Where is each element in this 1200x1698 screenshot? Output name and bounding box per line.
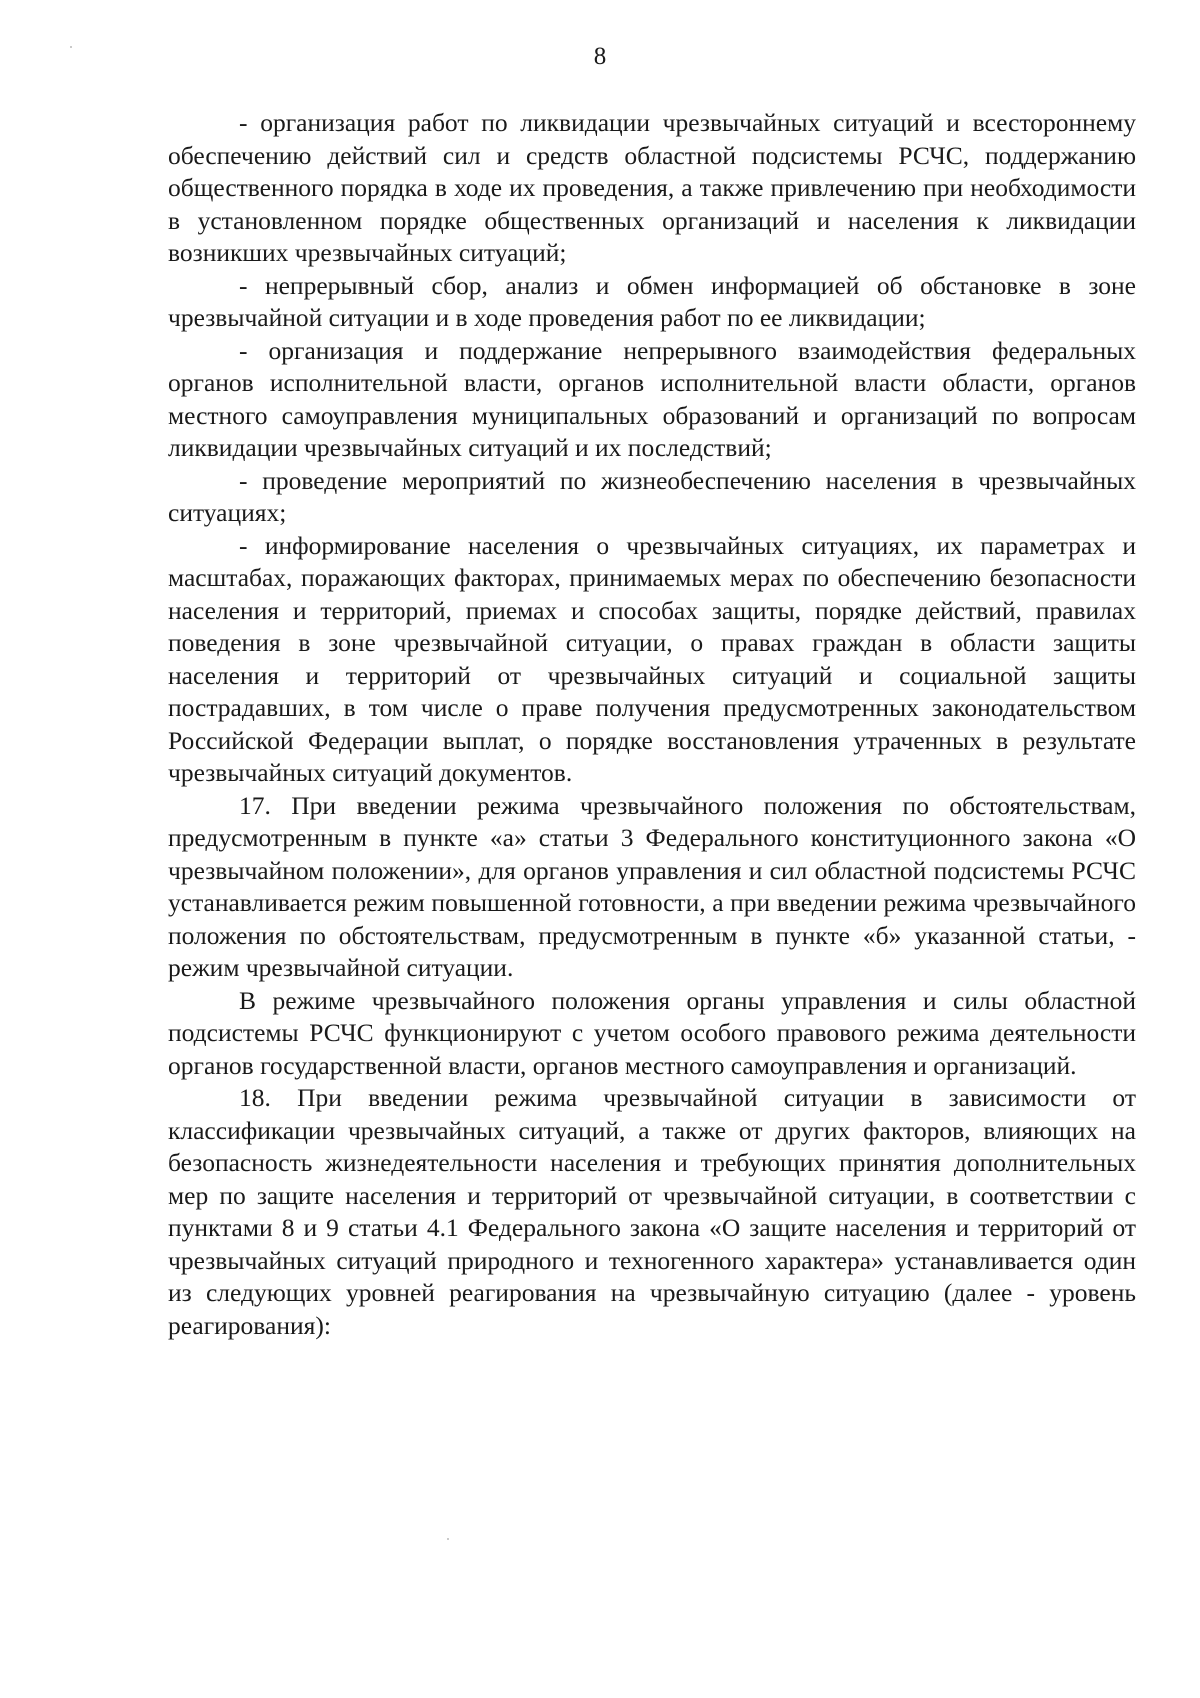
paragraph-life-support: - проведение мероприятий по жизнеобеспечению населения в чрезвычайных ситуациях; — [168, 465, 1136, 527]
document-body — [168, 107, 1136, 1342]
paragraph-information-collection: - непрерывный сбор, анализ и обмен информацией об обстановке в зоне чрезвычайной ситуации и в ходе проведения работ по ее ликвидации; — [168, 270, 1136, 332]
paragraph-interagency-cooperation: - организация и поддержание непрерывного взаимодействия федеральных органов исполнительной власти, органов исполнительной власти области, органов местного самоуправления муниципальных образований и организаций по вопросам ликвидации чрезвычайных ситуаций и их последствий; — [168, 335, 1136, 462]
paragraph-emergency-response-organization: - организация работ по ликвидации чрезвычайных ситуаций и всестороннему обеспечению действий сил и средств областной подсистемы РСЧС, поддержанию общественного порядка в ходе их проведения, а также привлечению при необходимости в установленном порядке общественных организаций и населения к ликвидации возникших чрезвычайных ситуаций; — [168, 108, 1136, 267]
scan-speck — [70, 46, 72, 48]
scan-speck — [447, 1538, 449, 1540]
page-number: 8 — [593, 43, 607, 70]
paragraph-state-of-emergency-mode: В режиме чрезвычайного положения органы управления и силы областной подсистемы РСЧС функционируют с учетом особого правового режима деятельности органов государственной власти, органов местного самоуправления и организаций. — [168, 985, 1136, 1080]
paragraph-item-18: 18. При введении режима чрезвычайной ситуации в зависимости от классификации чрезвычайных ситуаций, а также от других факторов, влияющих на безопасность жизнедеятельности населения и требующих принятия дополнительных мер по защите населения и территорий от чрезвычайной ситуации, в соответствии с пунктами 8 и 9 статьи 4.1 Федерального закона «О защите населения и территорий от чрезвычайных ситуаций природного и техногенного характера» устанавливается один из следующих уровней реагирования на чрезвычайную ситуацию (далее - уровень реагирования): — [168, 1083, 1136, 1340]
paragraph-item-17: 17. При введении режима чрезвычайного положения по обстоятельствам, предусмотренным в пункте «а» статьи 3 Федерального конституционного закона «О чрезвычайном положении», для органов управления и сил областной подсистемы РСЧС устанавливается режим повышенной готовности, а при введении режима чрезвычайного положения по обстоятельствам, предусмотренным в пункте «б» указанной статьи, - режим чрезвычайной ситуации. — [168, 790, 1136, 982]
paragraph-public-informing: - информирование населения о чрезвычайных ситуациях, их параметрах и масштабах, поражающих факторах, принимаемых мерах по обеспечению безопасности населения и территорий, приемах и способах защиты, порядке действий, правилах поведения в зоне чрезвычайной ситуации, о правах граждан в области защиты населения и территорий от чрезвычайных ситуаций и социальной защиты пострадавших, в том числе о праве получения предусмотренных законодательством Российской Федерации выплат, о порядке восстановления утраченных в результате чрезвычайных ситуаций документов. — [168, 530, 1136, 787]
